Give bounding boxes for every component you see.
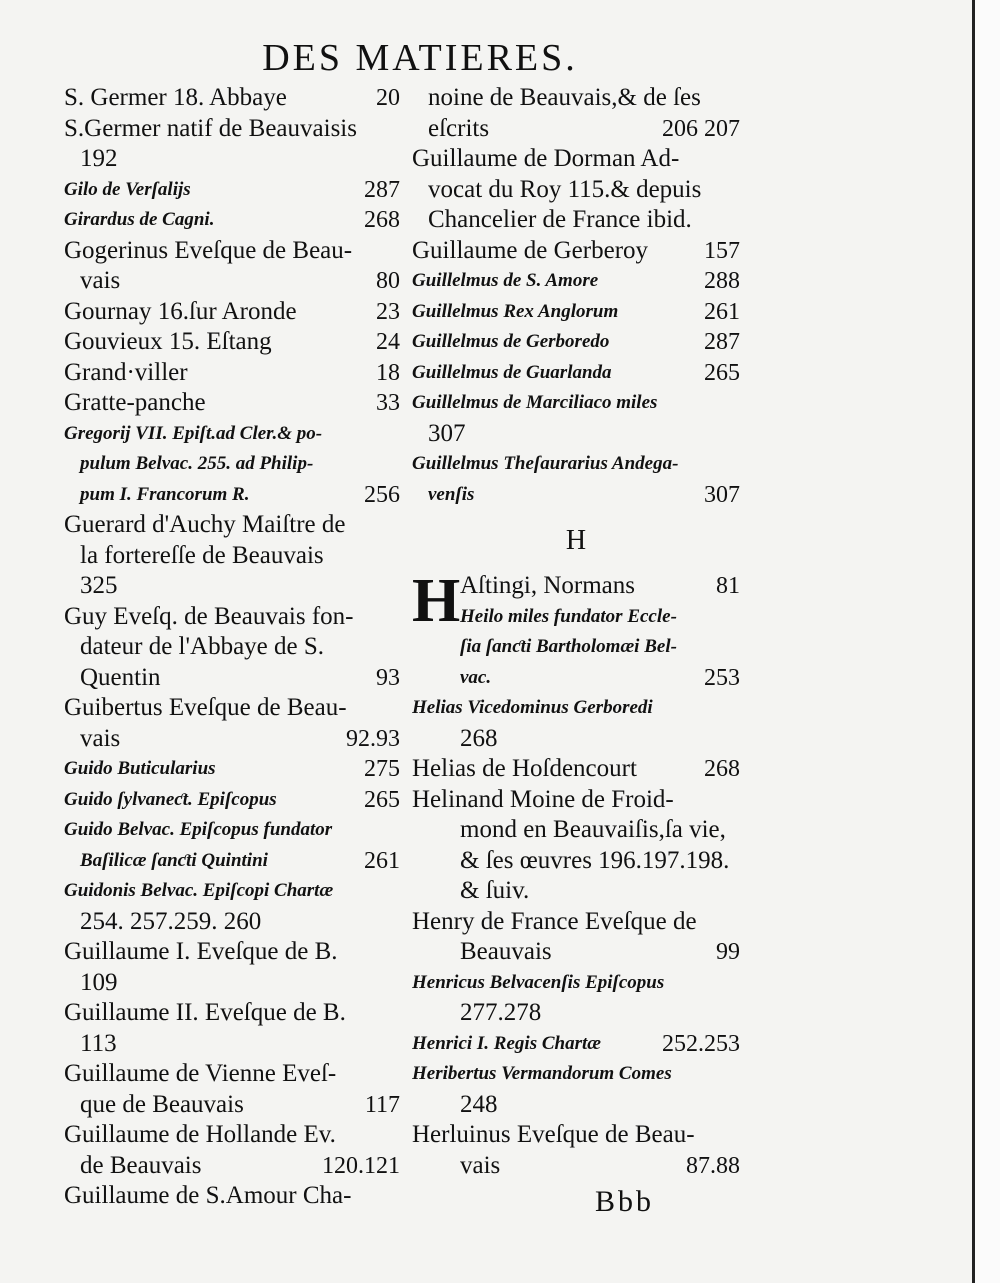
page-ref: 117 — [364, 1091, 400, 1118]
entry-text: vais — [460, 1151, 501, 1179]
index-entry — [64, 693, 400, 754]
entry-line — [412, 693, 740, 724]
entry-line — [64, 449, 400, 480]
page-ref: 261 — [364, 847, 400, 874]
entry-text: 325 — [80, 572, 118, 599]
entry-line — [412, 236, 740, 267]
entry-line — [412, 205, 740, 236]
entry-text: Helias de Hoſdencourt — [412, 755, 637, 782]
entry-line — [64, 510, 400, 541]
page-ref: 268 — [704, 756, 740, 782]
entry-line — [64, 876, 400, 907]
index-entry — [412, 1059, 740, 1120]
entry-line — [64, 846, 400, 877]
entry-text: Herluinus Eveſque de Beau- — [412, 1121, 695, 1148]
entry-text: Guillelmus de Marciliaco miles — [412, 392, 658, 413]
entry-text: Heribertus Vermandorum Comes — [412, 1063, 672, 1084]
index-entry — [412, 266, 740, 297]
page-ref: 80 — [376, 268, 400, 294]
entry-text: dateur de l'Abbaye de S. — [80, 633, 325, 660]
index-entry — [64, 297, 400, 328]
entry-text: vais — [80, 267, 121, 294]
entry-text: Beauvais — [460, 938, 552, 965]
index-entry — [64, 602, 400, 694]
index-entry — [64, 419, 400, 511]
entry-text: S.Germer natif de Beauvaisis — [64, 114, 357, 142]
entry-line — [412, 846, 740, 877]
index-entry — [64, 114, 400, 175]
entry-text: 192 — [80, 145, 118, 172]
entry-text: 254. 257.259. 260 — [80, 907, 262, 935]
entry-line — [64, 266, 400, 297]
page-ref: 288 — [704, 268, 740, 294]
entry-line — [412, 297, 740, 328]
entry-line — [412, 1059, 740, 1090]
h-section — [412, 567, 740, 1181]
page-ref: 99 — [716, 939, 740, 965]
entry-line — [412, 785, 740, 816]
entry-text: vocat du Roy 115.& depuis — [428, 175, 702, 203]
index-entry — [412, 449, 740, 510]
entry-line — [64, 602, 400, 633]
entry-text: Guidonis Belvac. Epiſcopi Chartæ — [64, 880, 334, 901]
entry-text: Guido ſylvaneƈt. Epiſcopus — [64, 788, 277, 810]
entry-line — [64, 541, 400, 572]
entry-text: Guy Eveſq. de Beauvais fon- — [64, 602, 354, 630]
entry-line — [64, 1059, 400, 1090]
entry-line — [64, 1151, 400, 1182]
index-entry — [64, 1120, 400, 1181]
index-entry — [412, 327, 740, 358]
page-ref: 256 — [364, 481, 400, 508]
index-entry — [64, 785, 400, 816]
entry-text: Guillaume de Hollande Ev. — [64, 1121, 336, 1148]
entry-text: vac. — [460, 666, 492, 688]
entry-line — [64, 175, 400, 206]
entry-line — [412, 937, 740, 968]
entry-line — [412, 1090, 740, 1121]
entry-line — [64, 571, 400, 602]
entry-line — [64, 937, 400, 968]
page-ref: 93 — [376, 664, 400, 691]
entry-line — [64, 998, 400, 1029]
entry-line — [412, 876, 740, 907]
index-entry — [412, 567, 740, 693]
page-ref: 275 — [364, 756, 400, 782]
entry-line — [64, 480, 400, 511]
drop-cap: H — [412, 567, 461, 635]
entry-text: Henry de France Eveſque de — [412, 907, 697, 935]
entry-text: Heilo miles fundator Eccle- — [460, 605, 677, 627]
page-ref: 18 — [376, 359, 400, 386]
entry-text: & ſes œuvres 196.197.198. — [460, 846, 730, 874]
entry-line — [412, 144, 740, 175]
page-ref: 206 207 — [662, 115, 740, 142]
entry-text: Guillaume II. Eveſque de B. — [64, 999, 346, 1026]
index-entry — [64, 998, 400, 1059]
entry-line — [64, 1181, 400, 1212]
entry-line — [412, 388, 740, 419]
entry-line — [64, 419, 400, 450]
entry-text: Gouvieux 15. Eſtang — [64, 328, 272, 355]
entry-text: Guillaume de S.Amour Cha- — [64, 1182, 352, 1209]
index-entry — [412, 236, 740, 267]
entry-line — [64, 724, 400, 755]
entry-text: Grand·viller — [64, 358, 188, 386]
entry-line — [412, 1029, 740, 1060]
index-entry — [412, 968, 740, 1029]
entry-text: Aſtingi, Normans — [460, 572, 635, 599]
entry-text: & ſuiv. — [460, 877, 530, 904]
entry-line — [412, 571, 740, 602]
entry-text: Guillaume I. Eveſque de B. — [64, 938, 338, 965]
index-entry — [64, 205, 400, 236]
entry-text: Henricus Belvacenſis Epiſcopus — [412, 971, 665, 993]
entry-text: Helinand Moine de Froid- — [412, 785, 674, 813]
entry-line — [64, 236, 400, 267]
entry-line — [64, 205, 400, 236]
entry-text: vais — [80, 724, 121, 752]
entry-line — [64, 83, 400, 114]
index-entry — [412, 358, 740, 389]
entry-line — [412, 968, 740, 999]
index-entry — [412, 83, 740, 144]
entry-line — [412, 754, 740, 785]
page-ref: 265 — [704, 359, 740, 386]
entry-line — [412, 815, 740, 846]
page-ref: 120.121 — [322, 1152, 400, 1179]
index-entry — [64, 510, 400, 602]
index-column-left — [64, 83, 400, 1212]
index-entry — [64, 388, 400, 419]
entry-text: Guibertus Eveſque de Beau- — [64, 694, 347, 721]
entry-text: Guillelmus de S. Amore — [412, 270, 599, 291]
page-ref: 92.93 — [346, 725, 400, 752]
entry-line — [412, 1120, 740, 1151]
entry-text: ſia ſanƈti Bartholomæi Bel- — [460, 636, 677, 657]
index-entry — [64, 236, 400, 297]
entry-text: 277.278 — [460, 999, 542, 1026]
entry-line — [64, 1029, 400, 1060]
entry-line — [64, 144, 400, 175]
index-entry — [64, 937, 400, 998]
page-ref: 24 — [376, 329, 400, 355]
entry-line — [412, 907, 740, 938]
entry-text: 307 — [428, 419, 466, 447]
index-entry — [64, 1181, 400, 1212]
entry-line — [64, 907, 400, 938]
entry-text: Girardus de Cagni. — [64, 209, 215, 230]
entry-text: Quentin — [80, 663, 161, 691]
entry-line — [412, 175, 740, 206]
entry-line — [412, 998, 740, 1029]
signature-mark: Bbb — [595, 1185, 655, 1218]
entry-line — [64, 785, 400, 816]
entry-line — [412, 602, 740, 633]
entry-line — [64, 632, 400, 663]
entry-text: Gournay 16.ſur Aronde — [64, 297, 297, 325]
entry-text: Gilo de Verſalijs — [64, 178, 191, 200]
entry-line — [412, 724, 740, 755]
entry-text: eſcrits — [428, 114, 490, 142]
entry-text: Gogerinus Eveſque de Beau- — [64, 236, 353, 264]
entry-text: Guillaume de Gerberoy — [412, 236, 649, 264]
page-ref: 287 — [704, 329, 740, 355]
index-entry — [412, 907, 740, 968]
entry-text: pum I. Francorum R. — [80, 483, 250, 505]
entry-line — [412, 114, 740, 145]
entry-text: que de Beauvais — [80, 1090, 244, 1118]
page-ref: 265 — [364, 786, 400, 813]
entry-line — [412, 266, 740, 297]
entry-text: pulum Belvac. 255. ad Philip- — [80, 453, 314, 474]
section-letter-h: H — [565, 525, 587, 556]
entry-text: venſis — [428, 483, 475, 505]
entry-line — [412, 419, 740, 450]
page-ref: 20 — [376, 85, 400, 111]
entry-line — [64, 754, 400, 785]
entry-line — [412, 327, 740, 358]
index-entry — [412, 693, 740, 754]
index-entry — [64, 175, 400, 206]
entry-text: 113 — [80, 1029, 117, 1057]
entry-text: Guido Buticularius — [64, 758, 216, 779]
entry-text: de Beauvais — [80, 1151, 202, 1179]
entry-line — [64, 968, 400, 999]
index-entry — [412, 144, 740, 236]
entry-text: Gratte-panche — [64, 389, 206, 416]
entry-line — [64, 388, 400, 419]
entry-line — [412, 1151, 740, 1182]
entry-line — [412, 358, 740, 389]
page-ref: 268 — [364, 207, 400, 233]
entry-line — [64, 1090, 400, 1121]
page-ref: 253 — [704, 664, 740, 691]
entry-text: 268 — [460, 724, 498, 752]
entry-text: S. Germer 18. Abbaye — [64, 84, 287, 111]
page-header: DES MATIERES. — [262, 37, 578, 79]
entry-text: Guillaume de Dorman Ad- — [412, 145, 680, 172]
index-entry — [64, 1059, 400, 1120]
entry-line — [412, 449, 740, 480]
index-entry — [64, 754, 400, 785]
index-entry — [412, 785, 740, 907]
page-ref: 33 — [376, 390, 400, 416]
index-entry — [412, 1120, 740, 1181]
entry-line — [64, 358, 400, 389]
entry-line — [412, 663, 740, 694]
entry-line — [64, 663, 400, 694]
entry-text: Guillelmus Theſaurarius Andega- — [412, 453, 679, 474]
entry-text: Guillelmus de Guarlanda — [412, 361, 612, 383]
entry-text: Gregorij VII. Epiſt.ad Cler.& po- — [64, 422, 323, 444]
entry-text: Guillelmus Rex Anglorum — [412, 300, 619, 322]
entry-line — [412, 632, 740, 663]
entry-text: 248 — [460, 1090, 498, 1118]
entry-text: mond en Beauvaiſis,ſa vie, — [460, 816, 726, 843]
page-ref: 287 — [364, 176, 400, 203]
page-ref: 81 — [716, 573, 740, 599]
entry-text: Guido Belvac. Epiſcopus fundator — [64, 819, 333, 840]
entry-text: noine de Beauvais,& de ſes — [428, 84, 701, 111]
entry-text: Helias Vicedominus Gerboredi — [412, 697, 653, 718]
entry-text: Guillelmus de Gerboredo — [412, 331, 610, 352]
index-entry — [64, 327, 400, 358]
page-ref: 307 — [704, 481, 740, 508]
next-page-edge — [972, 0, 1000, 1283]
entry-text: Henrici I. Regis Chartæ — [412, 1032, 601, 1054]
entry-line — [64, 327, 400, 358]
page-ref: 252.253 — [662, 1030, 740, 1057]
entry-text: la fortereſſe de Beauvais — [80, 541, 324, 569]
index-entry — [412, 297, 740, 328]
entry-line — [412, 83, 740, 114]
index-entry — [64, 83, 400, 114]
index-entry — [412, 1029, 740, 1060]
index-entry — [64, 876, 400, 937]
index-entry — [412, 388, 740, 449]
entry-line — [64, 815, 400, 846]
entry-text: Chancelier de France ibid. — [428, 206, 692, 233]
index-entry — [64, 358, 400, 389]
index-entry — [412, 754, 740, 785]
entry-text: 109 — [80, 968, 118, 996]
entry-text: Baſilicæ ſanƈti Quintini — [80, 849, 268, 871]
entry-line — [412, 480, 740, 511]
page-ref: 261 — [704, 298, 740, 325]
index-column-right — [412, 83, 740, 1181]
page-ref: 87.88 — [686, 1152, 740, 1179]
entry-text: Guerard d'Auchy Maiſtre de — [64, 511, 346, 538]
page-ref: 157 — [704, 237, 740, 264]
entry-text: Guillaume de Vienne Eveſ- — [64, 1060, 337, 1087]
g-entries-continued — [412, 83, 740, 510]
entry-line — [64, 114, 400, 145]
page-ref: 23 — [376, 298, 400, 325]
entry-line — [64, 1120, 400, 1151]
index-entry — [64, 815, 400, 876]
entry-line — [64, 297, 400, 328]
entry-line — [64, 693, 400, 724]
